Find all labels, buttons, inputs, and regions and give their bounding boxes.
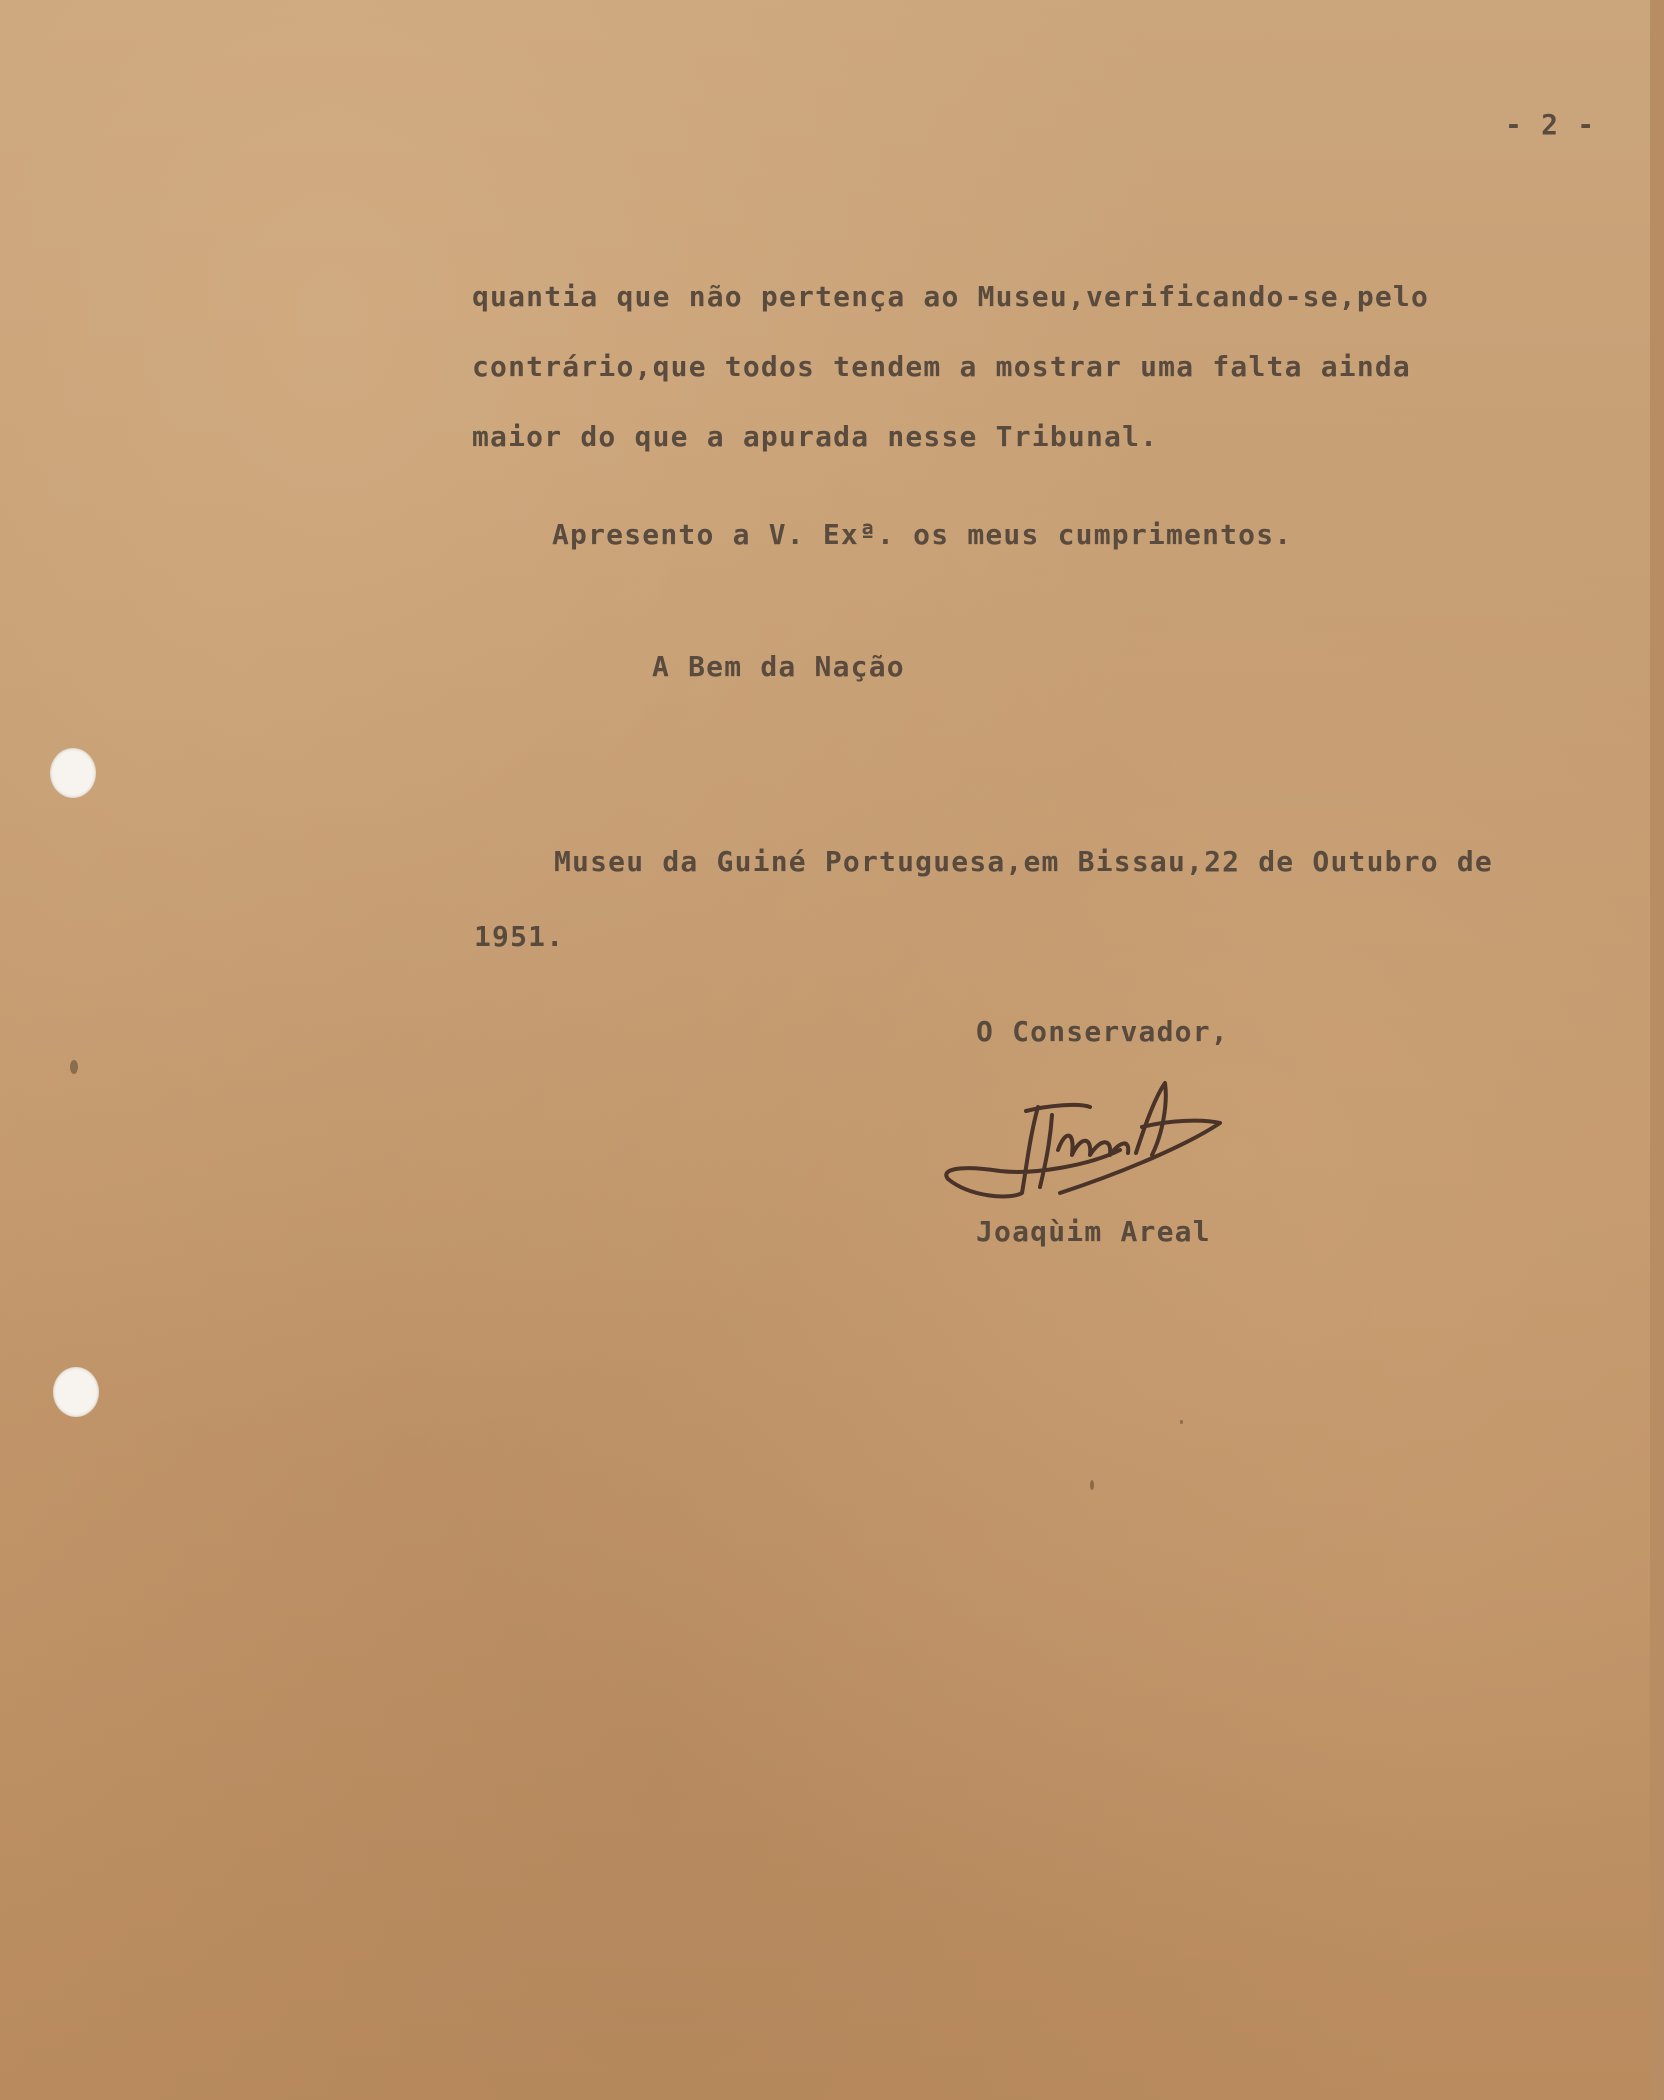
paragraph-line-2: contrário,que todos tendem a mostrar uma falta ainda	[472, 350, 1411, 383]
punch-hole-top	[50, 748, 96, 798]
paragraph-line-1: quantia que não pertença ao Museu,verificando-se,pelo	[472, 280, 1430, 313]
handwritten-signature	[940, 1075, 1240, 1215]
paper-speck	[1180, 1420, 1183, 1424]
signatory-name: Joaqùim Areal	[976, 1215, 1211, 1248]
paper-speck	[1090, 1480, 1094, 1490]
place-date-line-1: Museu da Guiné Portuguesa,em Bissau,22 de Outubro de	[554, 845, 1493, 878]
page-number: - 2 -	[1505, 108, 1596, 141]
greeting-line: Apresento a V. Exª. os meus cumprimentos.	[552, 518, 1293, 551]
salutation: A Bem da Nação	[652, 650, 905, 683]
paragraph-line-3: maior do que a apurada nesse Tribunal.	[472, 420, 1159, 453]
punch-hole-bottom	[53, 1367, 99, 1417]
paper-speck	[70, 1060, 78, 1074]
place-date-line-2: 1951.	[474, 920, 565, 953]
signatory-title: O Conservador,	[976, 1015, 1229, 1048]
